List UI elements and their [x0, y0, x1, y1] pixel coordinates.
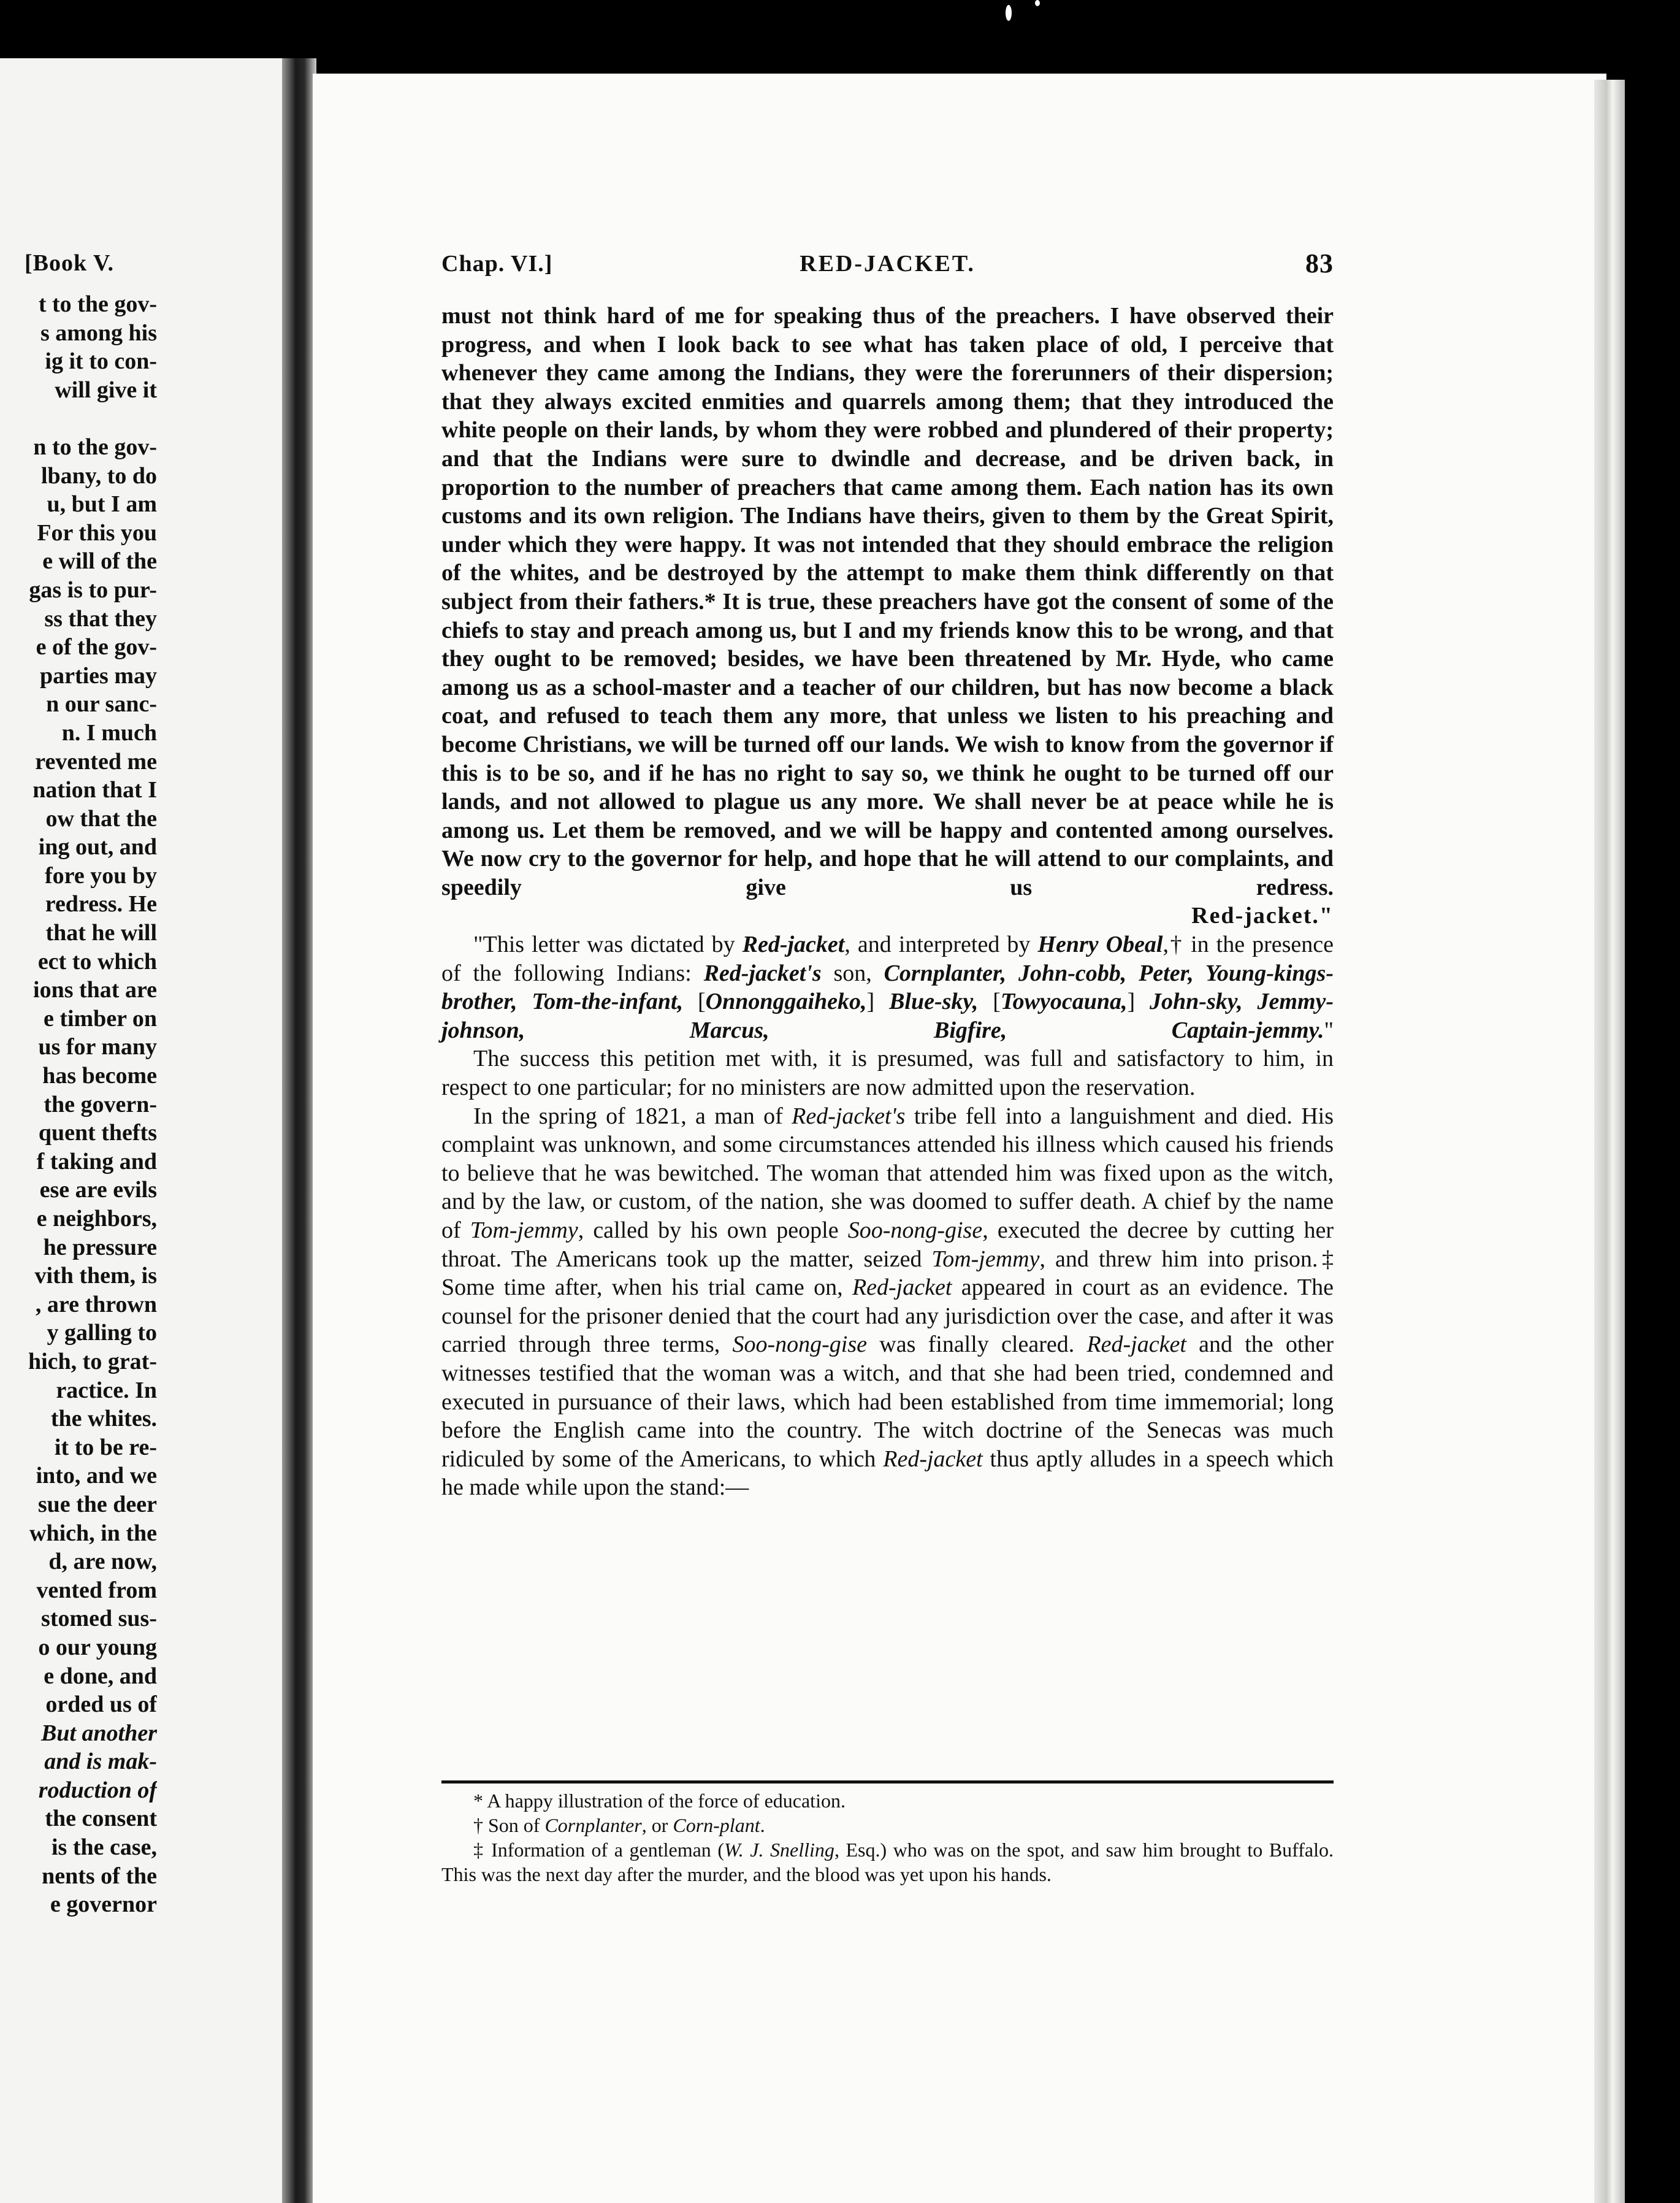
name-red-jackets: Red-jacket's: [792, 1103, 906, 1129]
previous-page-line: e timber on: [43, 1005, 157, 1032]
running-title: RED-JACKET.: [800, 251, 976, 277]
success-paragraph: The success this petition met with, it is presumed, was full and satisfactory to him, in respect to one particular; for no ministers are now admitted upon the reservation.: [441, 1046, 1334, 1101]
book-gutter: [282, 58, 316, 2203]
previous-page-line: will give it: [55, 377, 157, 403]
previous-page-line: , are thrown: [35, 1291, 157, 1317]
chapter-label: Chap. VI.]: [441, 251, 553, 277]
previous-page-line: into, and we: [36, 1463, 157, 1489]
previous-page-line: [0, 404, 157, 433]
previous-page-line: ions that are: [33, 977, 157, 1003]
name-red-jacket: Red-jacket: [852, 1274, 952, 1301]
previous-page-line: y galling to: [47, 1320, 157, 1346]
previous-page-line: ese are evils: [39, 1177, 157, 1203]
page-number: 83: [1305, 248, 1334, 278]
previous-page-line: is the case,: [51, 1834, 157, 1861]
previous-page-line: e will of the: [42, 548, 157, 575]
indian-names: John-sky, Jemmy-johnson, Marcus, Bigfire, Captain-jemmy.: [441, 989, 1334, 1043]
previous-page-line: d, are now,: [48, 1549, 157, 1575]
previous-page-line: sue the deer: [37, 1491, 157, 1517]
previous-page-line: it to be re-: [54, 1434, 157, 1460]
previous-page-line: ractice. In: [56, 1377, 157, 1403]
name-red-jacket: Red-jacket: [742, 932, 845, 958]
previous-page-line: ig it to con-: [45, 348, 157, 375]
indian-name: Onnonggaiheko,: [705, 989, 867, 1015]
scan-speck: [1006, 5, 1012, 21]
name-red-jackets: Red-jacket's: [703, 960, 822, 986]
previous-page-line: quent thefts: [38, 1120, 157, 1146]
previous-page-line: the consent: [45, 1806, 157, 1832]
previous-page-line: hich, to grat-: [28, 1348, 157, 1374]
footnote-dagger: † Son of Cornplanter, or Corn-plant.: [473, 1814, 765, 1836]
spring-paragraph: In the spring of 1821, a man of Red-jacket's tribe fell into a languishment and died. His complaint was unknown, and some circumstances attended his illness which caused his friends to believe that he was bewitched. The woman that attended him was fixed upon as the witch, and by the law, or custom, of the nation, she was doomed to suffer death. A chief by the name of Tom-jemmy, called by his own people Soo-nong-gise, executed the decree by cutting her throat. The Americans took up the matter, seized Tom-jemmy, and threw him into prison.‡ Some time after, when his trial came on, Red-jacket appeared in court as an evidence. The counsel for the prisoner denied that the court had any jurisdiction over the case, and after it was carried through three terms, Soo-nong-gise was finally cleared. Red-jacket and the other witnesses testified that the woman was a witch, and that she had been tried, condemned and executed in pursuance of their laws, which had been established from time immemorial; long before the English came into the country. The witch doctrine of the Senecas was much ridiculed by some of the Americans, to which Red-jacket thus aptly alludes in a speech which he made while upon the stand:—: [441, 1103, 1334, 1501]
previous-page-line: and is mak-: [44, 1749, 157, 1775]
previous-page-line: e neighbors,: [36, 1206, 157, 1232]
footnotes: [441, 1788, 1334, 1887]
previous-page-line: roduction of: [38, 1777, 157, 1803]
previous-page-line: that he will: [45, 920, 157, 946]
previous-page-text-column: [0, 290, 157, 1919]
previous-page-line: he pressure: [43, 1234, 157, 1260]
indian-names: Cornplanter, John-cobb, Peter, Young-kings-brother, Tom-the-infant,: [441, 960, 1334, 1015]
previous-page-line: o our young: [38, 1634, 157, 1660]
scan-speck: [1035, 0, 1040, 6]
previous-page-line: n our sanc-: [46, 691, 157, 718]
previous-page-line: the govern-: [44, 1091, 157, 1117]
previous-page-line: gas is to pur-: [29, 577, 157, 603]
previous-page-line: fore you by: [45, 862, 157, 889]
previous-page-line: revented me: [35, 748, 157, 775]
previous-page-line: e done, and: [44, 1663, 157, 1689]
previous-page-line: the whites.: [50, 1406, 157, 1432]
footnote-double-dagger: ‡ Information of a gentleman (W. J. Snelling, Esq.) who was on the spot, and saw him brought to Buffalo. This was the next day after the murder, and the blood was yet upon his hands.: [441, 1839, 1334, 1885]
previous-page-line: ow that the: [45, 805, 157, 832]
footnote-rule: [441, 1780, 1334, 1783]
previous-page-line: vith them, is: [34, 1263, 157, 1289]
previous-page-line: But another: [40, 1720, 157, 1746]
previous-page-line: nents of the: [42, 1863, 157, 1889]
footnote-asterisk: * A happy illustration of the force of education.: [473, 1790, 846, 1812]
previous-page-line: ss that they: [44, 605, 157, 632]
name-soo-nong-gise: Soo-nong-gise: [732, 1331, 868, 1358]
dictation-paragraph: "This letter was dictated by Red-jacket, and interpreted by Henry Obeal,† in the presence of the following Indians: Red-jacket's son, Cornplanter, John-cobb, Peter, Young-kings-brother, Tom-the-infant, [Onnonggaiheko,] Blue-sky, [Towyocauna,] John-sky, Jemmy-johnson, Marcus, Bigfire, Captain-jemmy.": [441, 932, 1334, 1043]
previous-page-line: parties may: [39, 662, 157, 689]
page-edge: [1594, 80, 1625, 2203]
previous-page-line: orded us of: [45, 1692, 157, 1718]
previous-page-line: ect to which: [37, 948, 157, 975]
name-henry-obeal: Henry Obeal: [1037, 932, 1163, 958]
name-tom-jemmy: Tom-jemmy: [470, 1217, 578, 1243]
previous-page-line: nation that I: [32, 777, 157, 803]
previous-page-line: e of the gov-: [36, 634, 157, 661]
previous-page-line: which, in the: [29, 1520, 157, 1546]
indian-name: Towyocauna,: [1000, 989, 1128, 1015]
previous-page-line: ing out, and: [38, 834, 157, 860]
name-tom-jemmy: Tom-jemmy: [931, 1246, 1040, 1272]
previous-page-line: f taking and: [36, 1148, 157, 1174]
previous-page-line: us for many: [38, 1034, 157, 1060]
previous-page-fragment: [0, 58, 305, 2203]
previous-page-line: vented from: [36, 1577, 157, 1603]
name-red-jacket: Red-jacket: [883, 1446, 983, 1472]
previous-page-line: stomed sus-: [41, 1606, 157, 1632]
running-head: [441, 250, 1334, 281]
previous-page-line: t to the gov-: [38, 291, 157, 317]
name-red-jacket: Red-jacket: [1086, 1331, 1186, 1358]
previous-page-line: n. I much: [61, 719, 157, 746]
previous-page-running-head: [Book V.: [25, 250, 114, 276]
previous-page-line: redress. He: [45, 891, 157, 918]
previous-page-line: has become: [42, 1063, 157, 1089]
previous-page-line: n to the gov-: [33, 434, 157, 460]
name-soo-nong-gise: Soo-nong-gise: [847, 1217, 983, 1243]
previous-page-line: For this you: [37, 519, 157, 546]
letter-paragraph: must not think hard of me for speaking thus of the preachers. I have observed their progress, and when I look back to see what has taken place of old, I perceive that whenever they came among the Indians, they were the forerunners of their dispersion; that they always excited enmities and quarrels among them; that they introduced the white people on their lands, by whom they were robbed and plundered of their property; and that the Indians were sure to dwindle and decrease, and be driven back, in proportion to the number of preachers that came among them. Each nation has its own customs and its own religion. The Indians have theirs, given to them by the Great Spirit, under which they were happy. It was not intended that they should embrace the religion of the whites, and be destroyed by the attempt to make them think differently on that subject from their fathers.* It is true, these preachers have got the consent of some of the chiefs to stay and preach among us, but I and my friends know this to be wrong, and that they ought to be removed; besides, we have been threatened by Mr. Hyde, who came among us as a school-master and a teacher of our children, but has now become a black coat, and refused to teach them any more, that unless we listen to his preaching and become Christians, we will be turned off our lands. We wish to know from the governor if this is to be so, and if he has no right to say so, we think he ought to be turned off our lands, and not allowed to plague us any more. We shall never be at peace while he is among us. Let them be removed, and we will be happy and contented among ourselves. We now cry to the governor for help, and hope that he will attend to our complaints, and speedily give us redress.: [441, 303, 1334, 900]
previous-page-line: e governor: [50, 1891, 157, 1918]
indian-name: Blue-sky,: [889, 989, 979, 1015]
previous-page-line: s among his: [40, 320, 157, 346]
letter-signature: Red-jacket.": [1191, 903, 1334, 929]
page-body: [441, 302, 1334, 1502]
previous-page-line: lbany, to do: [40, 462, 157, 489]
previous-page-line: u, but I am: [47, 491, 157, 518]
